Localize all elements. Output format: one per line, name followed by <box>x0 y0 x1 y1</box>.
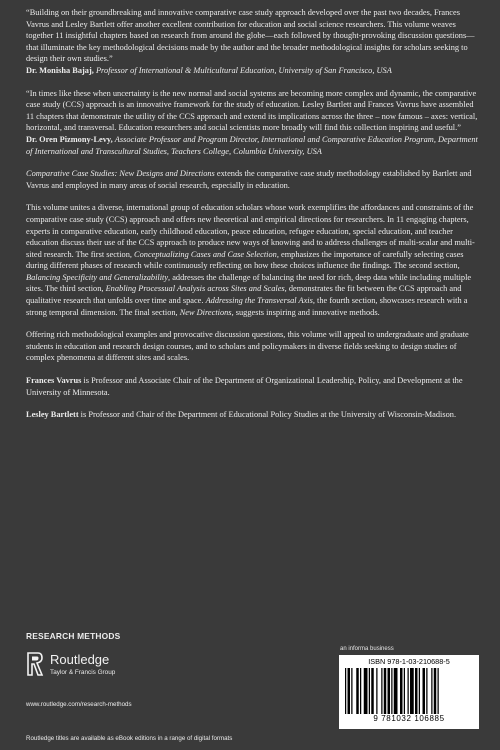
author-bio-2 <box>26 409 478 421</box>
publisher-group: Taylor & Francis Group <box>50 669 116 676</box>
intro-text: extends the comparative case study methodology established by Bartlett and Vavrus and employed in many areas of social research, especially in education. <box>26 169 472 190</box>
endorsement-quote-1: “Building on their groundbreaking and innovative comparative case study approach developed over the past two decades, Frances Vavrus and Lesley Bartlett offer another excellent contribution for education and social science researchers. This volume weaves together 11 insightful chapters based on research from around the globe—each followed by thought-provoking discussion questions—that illuminate the key methodological decisions made by the author and the broader methodological insights for scholars seeking to design their own studies.” <box>26 8 475 64</box>
description-text-2: , emphasizes the importance of carefully selecting cases during different phases of research while continuously reflecting on how these choices influence the findings. The second section, <box>26 249 464 271</box>
author-bio-1 <box>26 375 478 398</box>
book-title: Comparative Case Studies: New Designs and Directions <box>26 169 215 179</box>
imprint-label: an informa business <box>340 646 394 652</box>
routledge-logo-icon <box>26 651 44 677</box>
section-title-5: New Directions <box>179 307 232 317</box>
closing-paragraph: Offering rich methodological examples and provocative discussion questions, this volume will appeal to undergraduate and graduate students in education and research design courses, and to scholars and policymakers in diverse fields seeking to design studies of complex phenomena at different sites and scales. <box>26 330 469 363</box>
endorsement-quote-2: “In times like these when uncertainty is the new normal and social systems are becoming more complex and dynamic, the comparative case study (CCS) approach is an innovative framework for the study of education. Lesley Bartlett and Frances Vavrus have assembled 11 chapters that demonstrate the utility of the CCS approach and extend its implications across the three – now famous – axes: vertical, horizontal, and transversal. Education researchers and social scientists more broadly will find this collection inspiring and useful.” <box>26 88 478 133</box>
publisher-name: Routledge <box>50 652 110 667</box>
subject-heading: RESEARCH METHODS <box>26 631 121 641</box>
endorser-name-2: Dr. Oren Pizmony-Levy, <box>26 134 113 144</box>
publisher-url[interactable]: www.routledge.com/research-methods <box>26 701 132 708</box>
section-title-4: Addressing the Transversal Axis <box>205 296 313 306</box>
endorser-affiliation-2: Associate Professor and Program Director, International and Comparative Education Program, Department of International and Transcultural Studies, Teachers College, Columbia University, USA <box>26 134 478 156</box>
description-text-4: , demonstrates the fit between the CCS approach and qualitative research that unfolds over time and space. <box>26 284 462 306</box>
description-text-3: , addresses the challenge of balancing the need for rich, deep data while including multiple sites. The third section, <box>26 272 472 294</box>
publisher-logo <box>26 651 226 691</box>
author-name-1: Frances Vavrus <box>26 376 82 386</box>
section-title-2: Balancing Specificity and Generalizability <box>26 272 169 282</box>
description-text-6: , suggests inspiring and innovative methods. <box>231 307 380 317</box>
author-name-2: Lesley Bartlett <box>26 410 79 420</box>
author-bio-text-1: is Professor and Associate Chair of the Department of Organizational Leadership, Policy, and Development at the University of Minnesota. <box>26 376 463 397</box>
intro-paragraph <box>26 168 478 191</box>
section-title-3: Enabling Processual Analysis across Sites and Scales <box>105 284 285 294</box>
back-cover-text <box>26 7 478 421</box>
barcode-bars <box>345 668 473 714</box>
barcode-digits: 9 781032 106885 <box>373 714 445 723</box>
description-paragraph <box>26 202 478 318</box>
endorser-name-1: Dr. Monisha Bajaj, <box>26 65 94 75</box>
section-title-1: Conceptualizing Cases and Case Selection <box>134 249 277 259</box>
ebook-note: Routledge titles are available as eBook editions in a range of digital formats <box>26 735 233 742</box>
endorser-affiliation-1: Professor of International & Multicultural Education, University of San Francisco, USA <box>95 65 392 75</box>
isbn-label: ISBN 978-1-03-210688-5 <box>368 657 450 666</box>
author-bio-text-2: is Professor and Chair of the Department of Educational Policy Studies at the University of Wisconsin-Madison. <box>78 410 457 420</box>
endorsement-attribution-1 <box>26 65 478 77</box>
endorsement-attribution-2 <box>26 134 478 157</box>
description-text-1: This volume unites a diverse, international group of education scholars whose work exemplifies the affordances and constraints of the comparative case study (CCS) approach and offers new theoretical and empirical directions for researchers. In 11 engaging chapters, experts in comparative education, early childhood education, peace education, refugee education, special education, and teacher education discuss their use of the CCS approach to produce new ways of knowing and to address challenges of multi-scalar and multi-sited research. The first section, <box>26 203 475 259</box>
barcode <box>339 655 479 729</box>
description-text-5: , the fourth section, showcases research with a strong temporal dimension. The final section, <box>26 296 468 317</box>
